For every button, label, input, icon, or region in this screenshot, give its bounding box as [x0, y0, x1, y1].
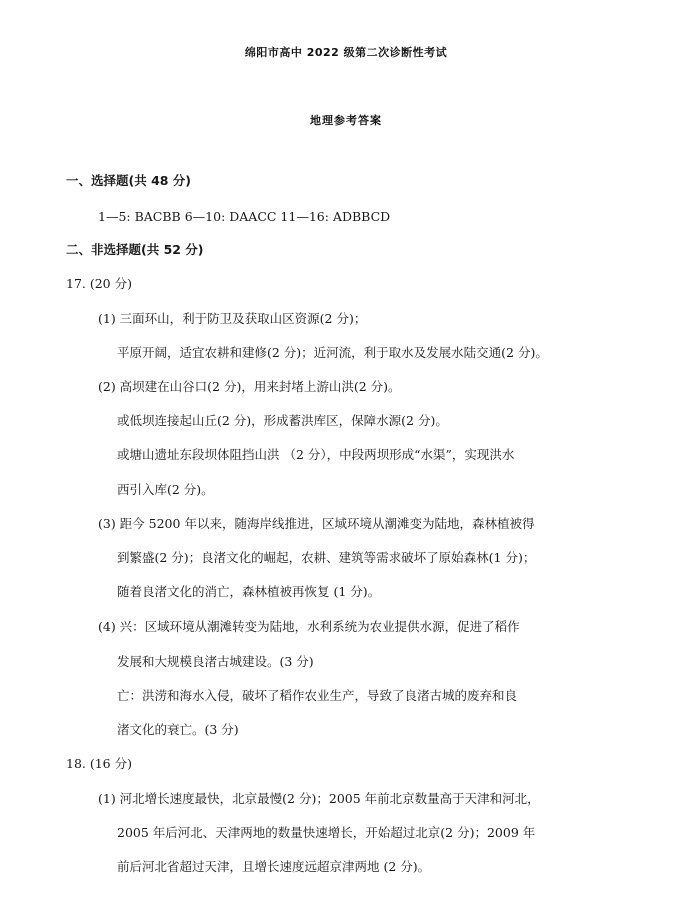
q17-line: 渚文化的衰亡。(3 分): [117, 722, 239, 737]
q17-line: 发展和大规模良渚古城建设。(3 分): [117, 654, 314, 669]
q17-line: 或塘山遗址东段坝体阻挡山洪 （2 分），中段两坝形成“水渠”，实现洪水: [117, 447, 515, 462]
q17-line: 西引入库(2 分)。: [117, 482, 214, 497]
q17-line: (3) 距今 5200 年以来，随海岸线推进，区域环境从潮滩变为陆地，森林植被得: [98, 516, 535, 531]
q17-line: 到繁盛(2 分)；良渚文化的崛起，农耕、建筑等需求破坏了原始森林(1 分)；: [117, 550, 536, 565]
page-subtitle: 地理参考答案: [310, 114, 382, 127]
question-18-header: 18. (16 分): [66, 756, 132, 771]
q17-line: (4) 兴：区域环境从潮滩转变为陆地，水利系统为农业提供水源，促进了稻作: [98, 619, 520, 634]
q18-line: 前后河北省超过天津，且增长速度远超京津两地 (2 分)。: [117, 859, 431, 874]
q17-line: (2) 高坝建在山谷口(2 分)，用来封堵上游山洪(2 分)。: [98, 379, 401, 394]
q18-line: (1) 河北增长速度最快，北京最慢(2 分)；2005 年前北京数量高于天津和河北，: [98, 791, 540, 806]
section-heading-choice: 一、选择题(共 48 分): [66, 173, 192, 188]
q18-line: 2005 年后河北、天津两地的数量快速增长，开始超过北京(2 分)；2009 年: [117, 825, 536, 840]
q17-line: 随着良渚文化的消亡，森林植被再恢复 (1 分)。: [117, 584, 381, 599]
q17-line: 平原开阔，适宜农耕和建修(2 分)；近河流，利于取水及发展水陆交通(2 分)。: [117, 345, 548, 360]
choice-answers: 1—5: BACBB 6—10: DAACC 11—16: ADBBCD: [98, 209, 391, 224]
q17-line: (1) 三面环山，利于防卫及获取山区资源(2 分)；: [98, 311, 367, 326]
page-title: 绵阳市高中 2022 级第二次诊断性考试: [244, 46, 448, 59]
section-heading-nonchoice: 二、非选择题(共 52 分): [66, 242, 204, 257]
q17-line: 亡：洪涝和海水入侵，破坏了稻作农业生产，导致了良渚古城的废弃和良: [117, 688, 518, 703]
q17-line: 或低坝连接起山丘(2 分)，形成蓄洪库区，保障水源(2 分)。: [117, 413, 448, 428]
question-17-header: 17. (20 分): [66, 276, 132, 291]
